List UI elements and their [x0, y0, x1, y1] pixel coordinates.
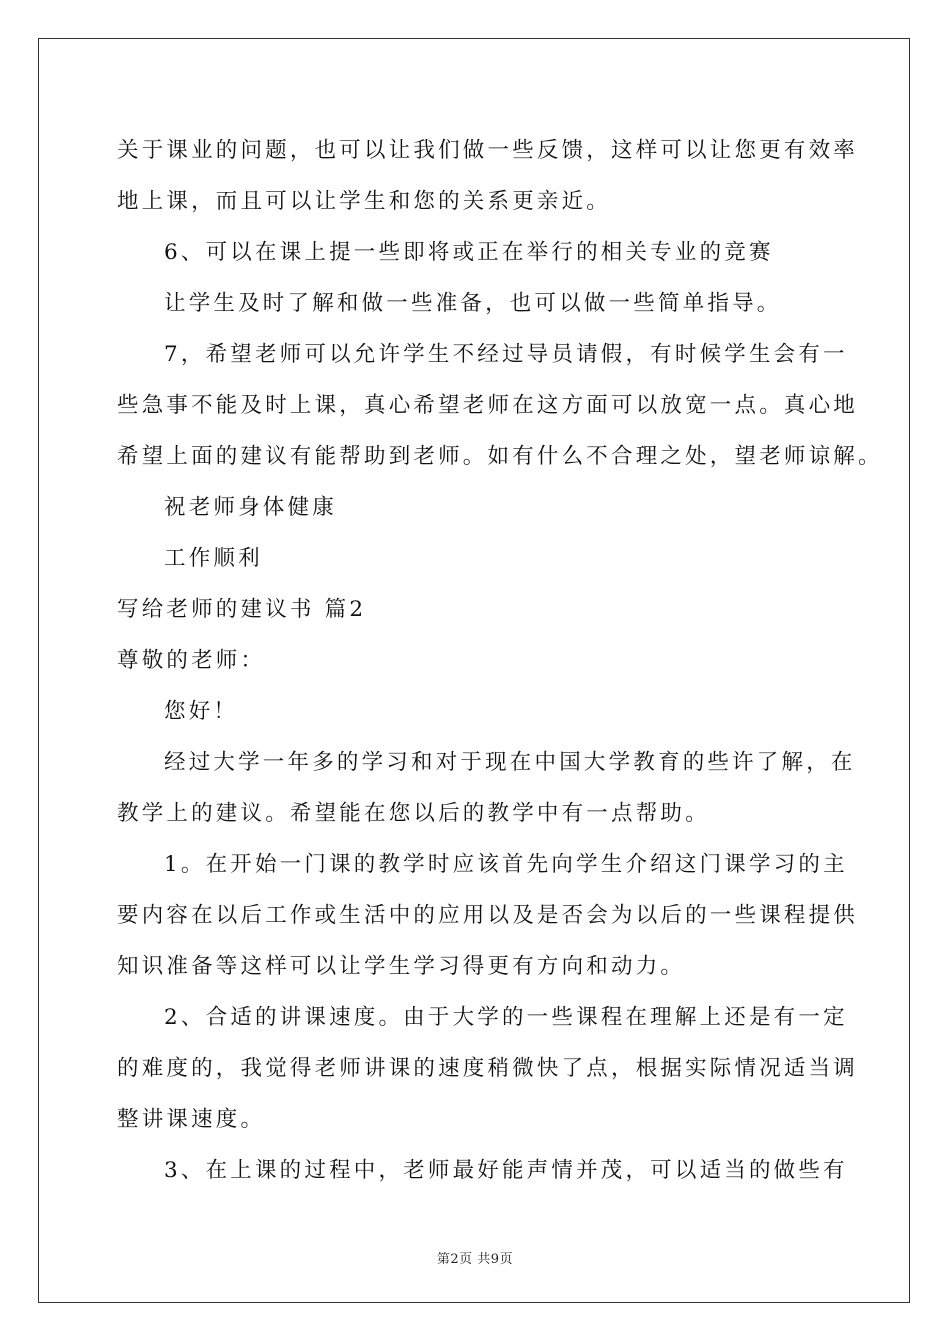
text-line-1: 关于课业的问题，也可以让我们做一些反馈，这样可以让您更有效率: [117, 138, 859, 163]
text-line-2: 地上课，而且可以让学生和您的关系更亲近。: [117, 189, 612, 214]
text-line-16: 要内容在以后工作或生活中的应用以及是否会为以后的一些课程提供: [117, 903, 859, 928]
greeting: 您好！: [164, 699, 239, 724]
text-line-9: 工作顺利: [164, 546, 263, 571]
text-line-21: 3、在上课的过程中，老师最好能声情并茂，可以适当的做些有: [164, 1158, 848, 1183]
text-line-18: 2、合适的讲课速度。由于大学的一些课程在理解上还是有一定: [164, 1005, 848, 1030]
text-line-5: 7，希望老师可以允许学生不经过导员请假，有时候学生会有一: [164, 342, 848, 367]
text-line-6: 些急事不能及时上课，真心希望老师在这方面可以放宽一点。真心地: [117, 393, 859, 418]
text-line-4: 让学生及时了解和做一些准备，也可以做一些简单指导。: [164, 291, 782, 316]
salutation: 尊敬的老师：: [117, 648, 266, 673]
text-line-3: 6、可以在课上提一些即将或正在举行的相关专业的竞赛: [164, 240, 774, 265]
text-line-17: 知识准备等这样可以让学生学习得更有方向和动力。: [117, 954, 686, 979]
section-heading: 写给老师的建议书 篇2: [117, 597, 367, 622]
text-line-15: 1。在开始一门课的教学时应该首先向学生介绍这门课学习的主: [164, 852, 848, 877]
document-body: [117, 125, 883, 1196]
text-line-14: 教学上的建议。希望能在您以后的教学中有一点帮助。: [117, 801, 710, 826]
text-line-13: 经过大学一年多的学习和对于现在中国大学教育的些许了解，在: [164, 750, 856, 775]
text-line-20: 整讲课速度。: [117, 1107, 266, 1132]
text-line-19: 的难度的，我觉得老师讲课的速度稍微快了点，根据实际情况适当调: [117, 1056, 859, 1081]
page-number-footer: 第2页 共9页: [436, 1252, 514, 1267]
text-line-8: 祝老师身体健康: [164, 495, 337, 520]
text-line-7: 希望上面的建议有能帮助到老师。如有什么不合理之处，望老师谅解。: [117, 444, 883, 469]
